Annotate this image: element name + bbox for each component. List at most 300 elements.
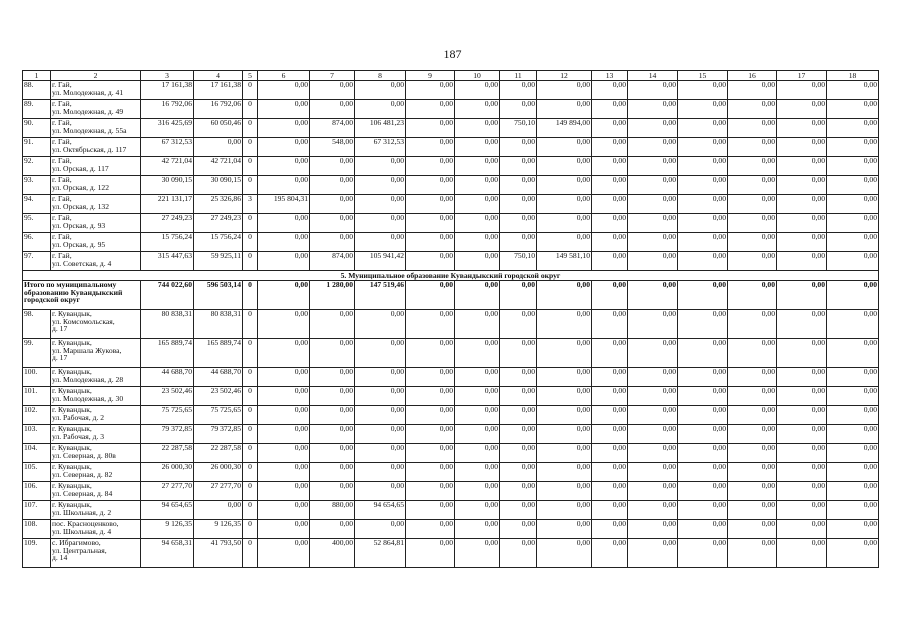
value-cell: 0,00 (355, 520, 406, 539)
value-cell: 0,00 (678, 387, 728, 406)
value-cell: 0,00 (678, 233, 728, 252)
value-cell: 0 (243, 100, 258, 119)
value-cell: 0,00 (628, 195, 678, 214)
value-cell: 0,00 (406, 387, 455, 406)
value-cell: 0,00 (455, 387, 500, 406)
value-cell: 79 372,85 (141, 425, 194, 444)
value-cell: 0,00 (827, 233, 879, 252)
table-row (23, 81, 879, 100)
address-cell (51, 157, 141, 176)
value-cell: 0,00 (455, 119, 500, 138)
row-number-cell: 99. (23, 339, 51, 368)
value-cell: 0,00 (592, 252, 628, 271)
address-line: ул. Молодежная, д. 55а (52, 125, 127, 135)
value-cell: 0,00 (455, 252, 500, 271)
value-cell: 9 126,35 (141, 520, 194, 539)
value-cell: 0,00 (678, 501, 728, 520)
value-cell: 0,00 (592, 100, 628, 119)
address-line: д. 14 (52, 553, 68, 563)
address-line: г. Гай, (52, 80, 72, 89)
address-line: д. 17 (52, 353, 68, 363)
value-cell: 0,00 (355, 444, 406, 463)
address-cell (51, 482, 141, 501)
address-line: г. Кувандык, (52, 500, 92, 509)
value-cell: 0,00 (537, 100, 592, 119)
value-cell: 0,00 (592, 387, 628, 406)
table-row (23, 501, 879, 520)
value-cell: 0,00 (310, 444, 355, 463)
address-cell (51, 368, 141, 387)
value-cell: 0,00 (628, 368, 678, 387)
address-line: ул. Молодежная, д. 28 (52, 374, 124, 384)
value-cell: 0,00 (678, 368, 728, 387)
address-line: ул. Рабочая, д. 3 (52, 431, 105, 441)
value-cell: 0,00 (310, 387, 355, 406)
value-cell: 0,00 (777, 310, 827, 339)
address-cell (51, 233, 141, 252)
value-cell: 0,00 (678, 406, 728, 425)
value-cell: 0,00 (678, 138, 728, 157)
value-cell: 0,00 (628, 463, 678, 482)
value-cell: 0,00 (592, 176, 628, 195)
value-cell: 0,00 (455, 195, 500, 214)
value-cell: 0,00 (728, 310, 777, 339)
value-cell: 0,00 (500, 539, 537, 568)
column-number-cell: 9 (406, 71, 455, 81)
address-line: г. Кувандык, (52, 386, 92, 395)
table-row (23, 463, 879, 482)
value-cell: 0,00 (728, 195, 777, 214)
value-cell: 0,00 (455, 425, 500, 444)
value-cell: 750,10 (500, 252, 537, 271)
value-cell: 0,00 (628, 176, 678, 195)
address-line: ул. Рабочая, д. 2 (52, 412, 105, 422)
value-cell: 0,00 (592, 501, 628, 520)
value-cell: 750,10 (500, 119, 537, 138)
value-cell: 0,00 (258, 138, 310, 157)
value-cell: 0,00 (500, 214, 537, 233)
value-cell: 0,00 (258, 482, 310, 501)
value-cell: 0,00 (310, 233, 355, 252)
value-cell: 67 312,53 (355, 138, 406, 157)
value-cell: 0,00 (406, 138, 455, 157)
value-cell: 0,00 (406, 425, 455, 444)
value-cell: 0,00 (628, 81, 678, 100)
address-line: г. Гай, (52, 251, 72, 260)
value-cell: 0 (243, 406, 258, 425)
value-cell: 0,00 (406, 501, 455, 520)
value-cell: 42 721,04 (194, 157, 243, 176)
column-number-cell: 12 (537, 71, 592, 81)
value-cell: 44 688,70 (141, 368, 194, 387)
value-cell: 0,00 (258, 463, 310, 482)
value-cell: 0 (243, 157, 258, 176)
value-cell: 0,00 (455, 138, 500, 157)
value-cell: 0 (243, 252, 258, 271)
address-line: г. Кувандык, (52, 367, 92, 376)
table-row (23, 444, 879, 463)
value-cell: 0,00 (310, 406, 355, 425)
value-cell: 0,00 (500, 310, 537, 339)
value-cell: 17 161,38 (141, 81, 194, 100)
value-cell: 3 (243, 195, 258, 214)
table-row (23, 176, 879, 195)
address-line: г. Гай, (52, 137, 72, 146)
value-cell: 0,00 (592, 368, 628, 387)
value-cell: 0,00 (406, 195, 455, 214)
value-cell: 0,00 (777, 520, 827, 539)
total-value-cell: 0,00 (827, 281, 879, 310)
address-line: ул. Северная, д. 82 (52, 469, 113, 479)
value-cell: 0,00 (592, 425, 628, 444)
value-cell: 0,00 (628, 119, 678, 138)
value-cell: 0,00 (455, 310, 500, 339)
value-cell: 0,00 (537, 195, 592, 214)
total-value-cell: 744 022,60 (141, 281, 194, 310)
value-cell: 94 658,31 (141, 539, 194, 568)
value-cell: 0,00 (406, 539, 455, 568)
value-cell: 0,00 (628, 387, 678, 406)
value-cell: 0,00 (406, 339, 455, 368)
address-cell (51, 252, 141, 271)
value-cell: 0,00 (537, 138, 592, 157)
value-cell: 27 277,70 (141, 482, 194, 501)
table-row (23, 387, 879, 406)
column-number-cell: 1 (23, 71, 51, 81)
value-cell: 0,00 (355, 214, 406, 233)
value-cell: 0,00 (500, 233, 537, 252)
value-cell: 0,00 (355, 195, 406, 214)
value-cell: 0,00 (500, 339, 537, 368)
value-cell: 0,00 (592, 81, 628, 100)
address-line: г. Кувандык, (52, 338, 92, 347)
value-cell: 0,00 (777, 482, 827, 501)
value-cell: 0,00 (258, 100, 310, 119)
value-cell: 0 (243, 501, 258, 520)
value-cell: 0,00 (355, 387, 406, 406)
value-cell: 0,00 (500, 138, 537, 157)
address-cell (51, 387, 141, 406)
value-cell: 0,00 (728, 176, 777, 195)
value-cell: 0,00 (777, 444, 827, 463)
value-cell: 0 (243, 119, 258, 138)
value-cell: 27 249,23 (194, 214, 243, 233)
value-cell: 0,00 (777, 157, 827, 176)
address-cell (51, 501, 141, 520)
value-cell: 30 090,15 (141, 176, 194, 195)
address-line: пос. Красноценково, (52, 519, 119, 528)
value-cell: 0,00 (258, 339, 310, 368)
value-cell: 0,00 (500, 501, 537, 520)
table-row (23, 138, 879, 157)
value-cell: 0,00 (406, 482, 455, 501)
column-number-cell: 18 (827, 71, 879, 81)
value-cell: 0,00 (592, 463, 628, 482)
address-cell (51, 214, 141, 233)
value-cell: 0,00 (500, 520, 537, 539)
value-cell: 0,00 (777, 539, 827, 568)
value-cell: 0,00 (355, 233, 406, 252)
value-cell: 0,00 (592, 339, 628, 368)
value-cell: 0,00 (310, 81, 355, 100)
value-cell: 0,00 (537, 539, 592, 568)
value-cell: 0,00 (628, 520, 678, 539)
value-cell: 0,00 (406, 233, 455, 252)
value-cell: 149 581,10 (537, 252, 592, 271)
table-row (23, 368, 879, 387)
value-cell: 0,00 (537, 501, 592, 520)
value-cell: 26 000,30 (194, 463, 243, 482)
value-cell: 0,00 (678, 425, 728, 444)
address-line: г. Гай, (52, 156, 72, 165)
value-cell: 0,00 (678, 252, 728, 271)
value-cell: 0 (243, 214, 258, 233)
value-cell: 0,00 (628, 444, 678, 463)
value-cell: 0,00 (728, 520, 777, 539)
address-line: ул. Орская, д. 95 (52, 239, 106, 249)
value-cell: 548,00 (310, 138, 355, 157)
total-label-line: Итого по муниципальному (24, 280, 117, 289)
value-cell: 0,00 (455, 81, 500, 100)
value-cell: 27 277,70 (194, 482, 243, 501)
value-cell: 0,00 (678, 444, 728, 463)
value-cell: 0,00 (258, 406, 310, 425)
value-cell: 0,00 (455, 482, 500, 501)
value-cell: 0,00 (455, 444, 500, 463)
value-cell: 0,00 (355, 176, 406, 195)
value-cell: 0,00 (628, 482, 678, 501)
value-cell: 0,00 (678, 482, 728, 501)
address-line: ул. Орская, д. 122 (52, 182, 109, 192)
value-cell: 0,00 (827, 252, 879, 271)
address-line: ул. Советская, д. 4 (52, 258, 112, 268)
value-cell: 0,00 (827, 539, 879, 568)
row-number-cell: 106. (23, 482, 51, 501)
address-cell (51, 81, 141, 100)
address-line: г. Гай, (52, 118, 72, 127)
value-cell: 0,00 (258, 176, 310, 195)
value-cell: 0,00 (310, 520, 355, 539)
value-cell: 0,00 (194, 138, 243, 157)
value-cell: 0,00 (310, 425, 355, 444)
address-line: ул. Маршала Жукова, (52, 345, 122, 355)
value-cell: 0,00 (628, 252, 678, 271)
value-cell: 0,00 (728, 425, 777, 444)
value-cell: 0,00 (728, 406, 777, 425)
value-cell: 94 654,65 (355, 501, 406, 520)
value-cell: 23 502,46 (141, 387, 194, 406)
column-number-cell: 15 (678, 71, 728, 81)
value-cell: 30 090,15 (194, 176, 243, 195)
value-cell: 0,00 (355, 425, 406, 444)
table-row (23, 406, 879, 425)
value-cell: 0,00 (678, 463, 728, 482)
value-cell: 0,00 (537, 214, 592, 233)
value-cell: 0,00 (592, 406, 628, 425)
value-cell: 0,00 (827, 81, 879, 100)
value-cell: 9 126,35 (194, 520, 243, 539)
column-number-cell: 11 (500, 71, 537, 81)
value-cell: 0,00 (455, 214, 500, 233)
value-cell: 0,00 (310, 157, 355, 176)
row-number-cell: 90. (23, 119, 51, 138)
value-cell: 0,00 (678, 339, 728, 368)
value-cell: 0,00 (628, 233, 678, 252)
table-row (23, 252, 879, 271)
value-cell: 0,00 (406, 214, 455, 233)
section-title: 5. Муниципальное образование Кувандыкский городской округ (23, 271, 879, 281)
value-cell: 0,00 (827, 387, 879, 406)
value-cell: 0,00 (628, 138, 678, 157)
table-row (23, 100, 879, 119)
value-cell: 60 050,46 (194, 119, 243, 138)
value-cell: 22 287,58 (141, 444, 194, 463)
table-row (23, 195, 879, 214)
address-line: г. Кувандык, (52, 405, 92, 414)
value-cell: 0,00 (258, 157, 310, 176)
address-line: ул. Молодежная, д. 49 (52, 106, 124, 116)
value-cell: 0,00 (500, 482, 537, 501)
value-cell: 874,00 (310, 252, 355, 271)
value-cell: 0,00 (728, 119, 777, 138)
row-number-cell: 108. (23, 520, 51, 539)
value-cell: 26 000,30 (141, 463, 194, 482)
total-row (23, 281, 879, 310)
value-cell: 0,00 (827, 339, 879, 368)
value-cell: 0,00 (500, 444, 537, 463)
value-cell: 0,00 (678, 520, 728, 539)
value-cell: 0,00 (777, 81, 827, 100)
address-cell (51, 119, 141, 138)
value-cell: 0,00 (592, 310, 628, 339)
value-cell: 80 838,31 (194, 310, 243, 339)
table-body (23, 71, 879, 568)
column-number-cell: 13 (592, 71, 628, 81)
value-cell: 0,00 (406, 406, 455, 425)
value-cell: 25 326,86 (194, 195, 243, 214)
value-cell: 0 (243, 444, 258, 463)
value-cell: 15 756,24 (194, 233, 243, 252)
value-cell: 0,00 (678, 310, 728, 339)
value-cell: 75 725,65 (141, 406, 194, 425)
value-cell: 0,00 (537, 482, 592, 501)
value-cell: 0,00 (592, 233, 628, 252)
column-number-cell: 2 (51, 71, 141, 81)
total-label (23, 281, 141, 310)
value-cell: 15 756,24 (141, 233, 194, 252)
row-number-cell: 107. (23, 501, 51, 520)
value-cell: 0,00 (310, 310, 355, 339)
value-cell: 23 502,46 (194, 387, 243, 406)
value-cell: 0,00 (406, 157, 455, 176)
value-cell: 0,00 (827, 214, 879, 233)
table-row (23, 310, 879, 339)
row-number-cell: 97. (23, 252, 51, 271)
value-cell: 0,00 (455, 157, 500, 176)
total-value-cell: 0,00 (500, 281, 537, 310)
value-cell: 22 287,58 (194, 444, 243, 463)
value-cell: 0,00 (728, 368, 777, 387)
value-cell: 0,00 (728, 482, 777, 501)
value-cell: 0 (243, 310, 258, 339)
value-cell: 0 (243, 463, 258, 482)
address-cell (51, 406, 141, 425)
value-cell: 0,00 (827, 195, 879, 214)
value-cell: 0,00 (827, 176, 879, 195)
value-cell: 0,00 (258, 119, 310, 138)
value-cell: 880,00 (310, 501, 355, 520)
value-cell: 0,00 (455, 100, 500, 119)
value-cell: 0,00 (728, 444, 777, 463)
value-cell: 0,00 (355, 81, 406, 100)
value-cell: 0,00 (777, 406, 827, 425)
value-cell: 0,00 (777, 138, 827, 157)
total-label-line: образованию Кувандыкский (24, 287, 123, 297)
value-cell: 0,00 (728, 157, 777, 176)
value-cell: 0,00 (500, 176, 537, 195)
value-cell: 0,00 (406, 119, 455, 138)
value-cell: 0,00 (628, 100, 678, 119)
value-cell: 0,00 (455, 368, 500, 387)
value-cell: 0,00 (678, 157, 728, 176)
value-cell: 0,00 (406, 310, 455, 339)
value-cell: 0,00 (628, 406, 678, 425)
table-row (23, 157, 879, 176)
total-value-cell: 0,00 (728, 281, 777, 310)
value-cell: 0,00 (728, 100, 777, 119)
value-cell: 0,00 (537, 368, 592, 387)
value-cell: 0,00 (355, 157, 406, 176)
register-table (22, 70, 879, 568)
value-cell: 0,00 (728, 387, 777, 406)
value-cell: 0,00 (537, 520, 592, 539)
row-number-cell: 102. (23, 406, 51, 425)
value-cell: 0,00 (406, 463, 455, 482)
value-cell: 0,00 (455, 176, 500, 195)
value-cell: 0,00 (258, 252, 310, 271)
value-cell: 0,00 (537, 339, 592, 368)
value-cell: 0 (243, 138, 258, 157)
address-line: ул. Центральная, (52, 545, 107, 555)
value-cell: 0,00 (628, 501, 678, 520)
row-number-cell: 93. (23, 176, 51, 195)
row-number-cell: 95. (23, 214, 51, 233)
value-cell: 0,00 (355, 100, 406, 119)
value-cell: 94 654,65 (141, 501, 194, 520)
value-cell: 0,00 (728, 339, 777, 368)
value-cell: 0 (243, 368, 258, 387)
value-cell: 0,00 (728, 463, 777, 482)
table-row (23, 214, 879, 233)
value-cell: 0,00 (537, 310, 592, 339)
row-number-cell: 101. (23, 387, 51, 406)
value-cell: 0,00 (827, 406, 879, 425)
table-row (23, 119, 879, 138)
row-number-cell: 88. (23, 81, 51, 100)
value-cell: 0,00 (827, 100, 879, 119)
address-cell (51, 195, 141, 214)
value-cell: 0,00 (455, 539, 500, 568)
address-cell (51, 520, 141, 539)
total-value-cell: 0,00 (258, 281, 310, 310)
address-line: ул. Комсомольская, (52, 316, 115, 326)
address-line: ул. Северная, д. 84 (52, 488, 113, 498)
row-number-cell: 104. (23, 444, 51, 463)
value-cell: 0,00 (355, 339, 406, 368)
value-cell: 0,00 (258, 539, 310, 568)
value-cell: 0,00 (827, 119, 879, 138)
address-cell (51, 539, 141, 568)
